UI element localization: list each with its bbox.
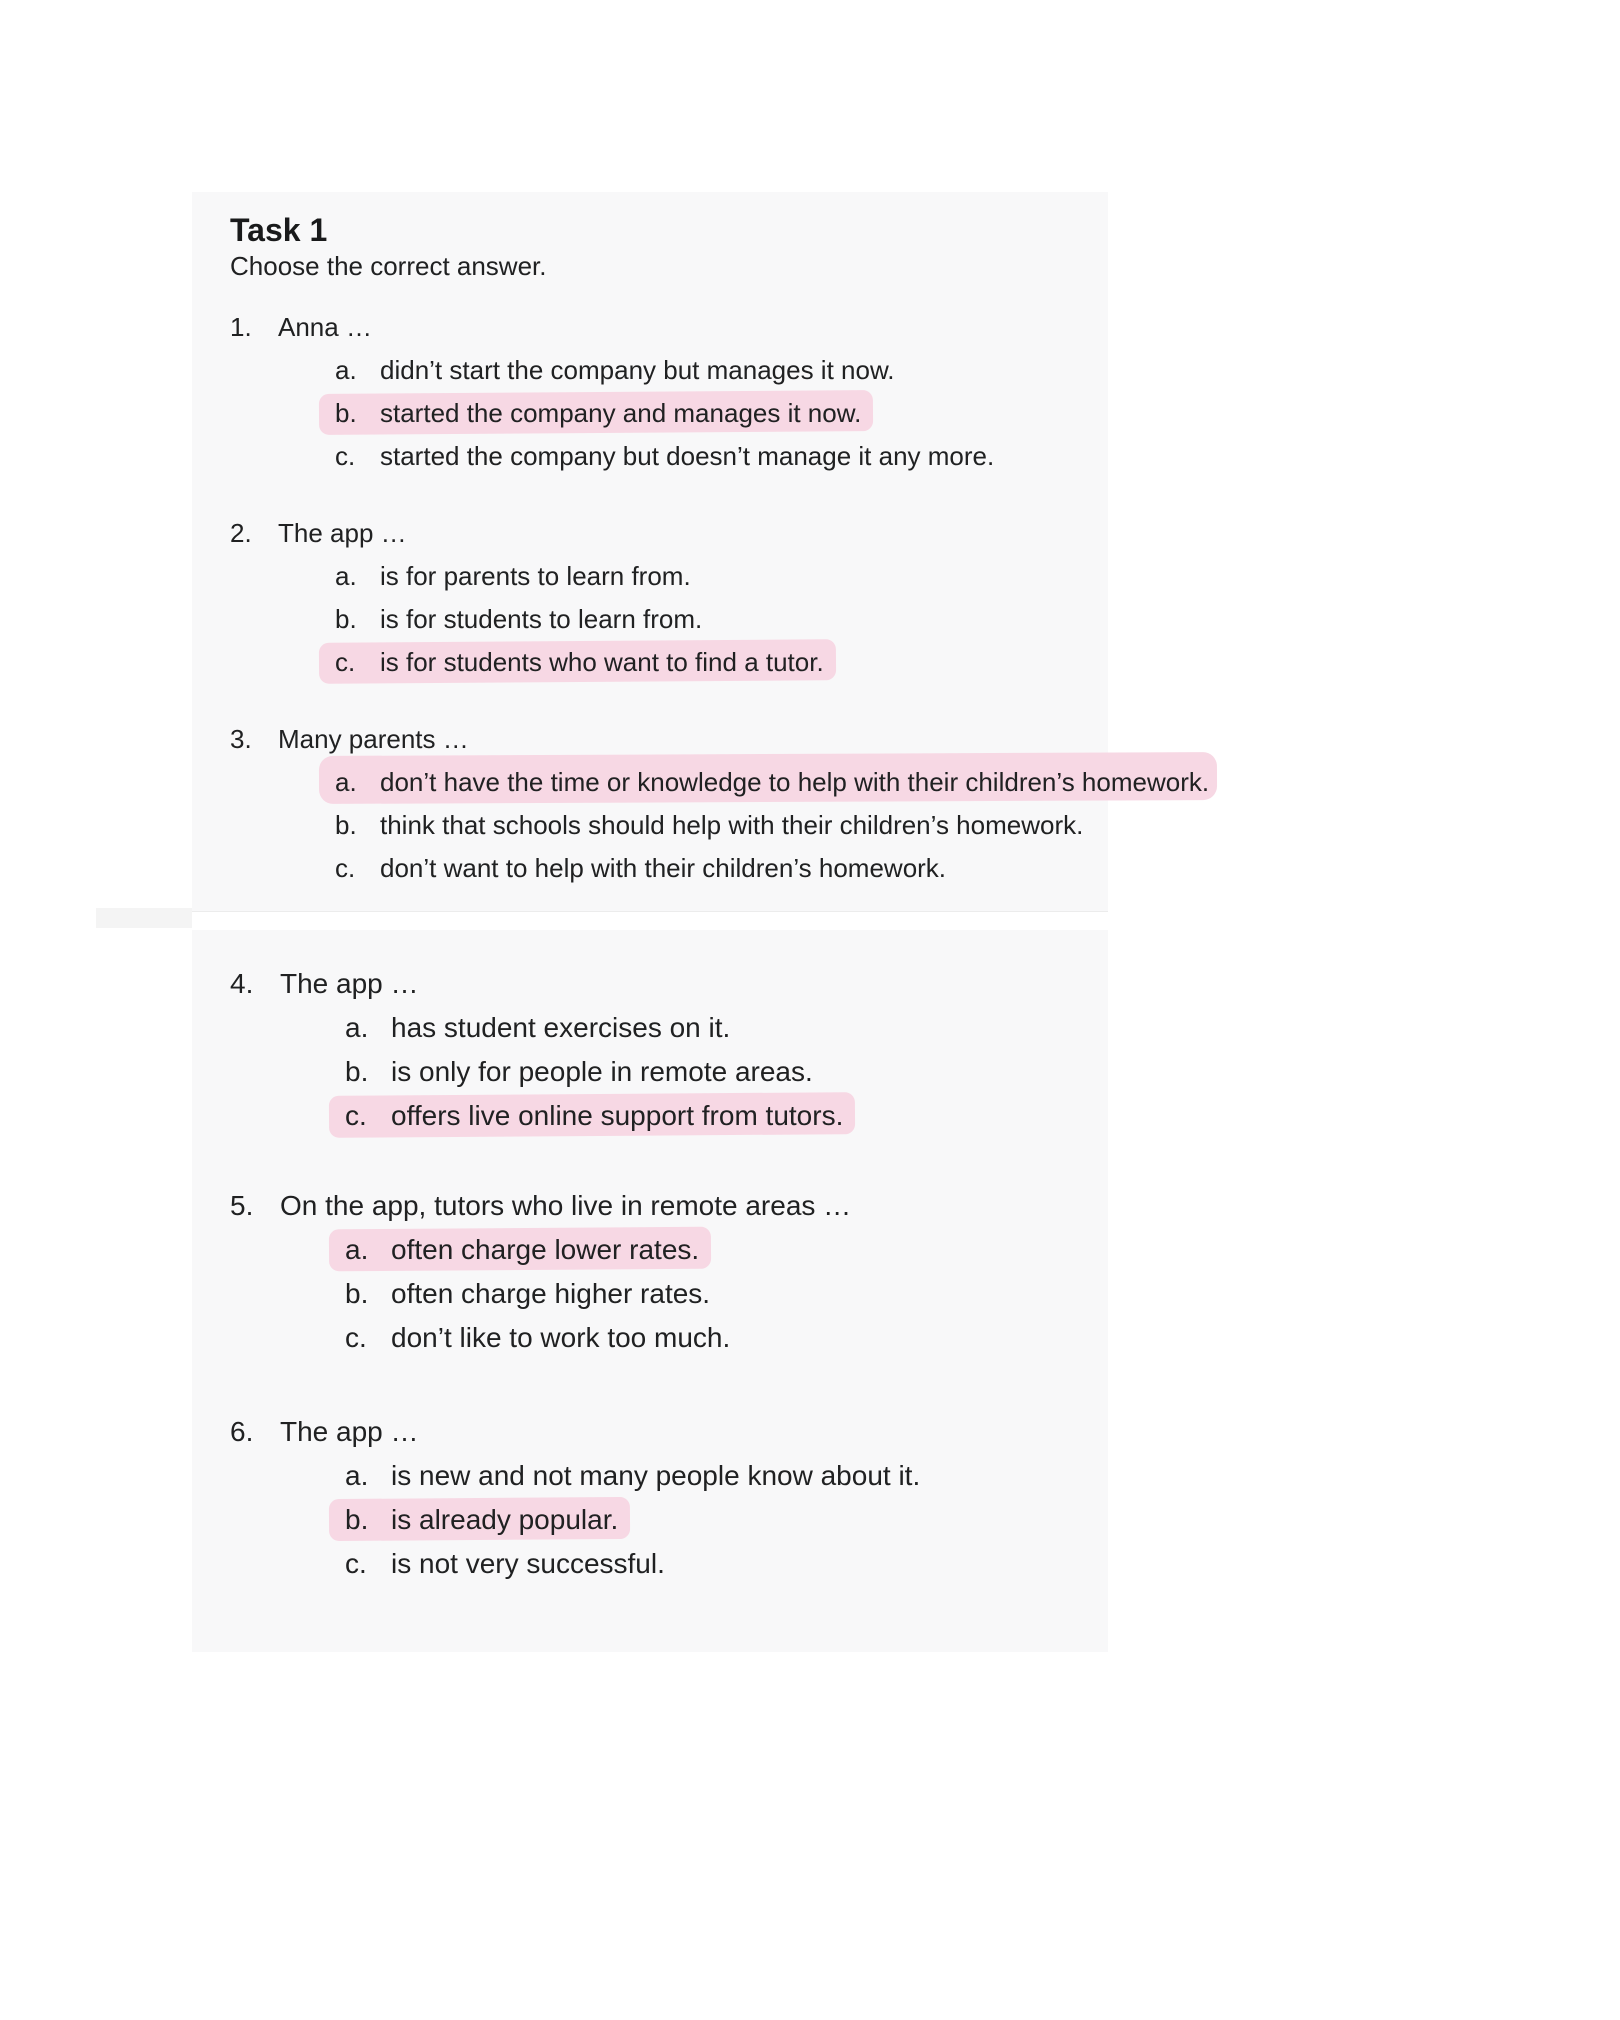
options-list — [230, 555, 1410, 684]
option-text: is already popular. — [391, 1504, 619, 1535]
questions-section-1 — [230, 200, 1410, 890]
question-number: 4. — [230, 968, 254, 999]
answer-option — [230, 1094, 1410, 1138]
answer-option — [230, 435, 1410, 478]
answer-option-content — [335, 435, 994, 478]
question — [230, 1410, 1410, 1586]
option-text: is new and not many people know about it. — [391, 1460, 921, 1491]
option-letter: b. — [335, 810, 357, 840]
answer-option-content — [345, 1228, 699, 1272]
option-text: often charge higher rates. — [391, 1278, 711, 1309]
option-text: is for students to learn from. — [380, 604, 703, 634]
question-stem: Many parents … — [278, 724, 469, 754]
option-text: don’t have the time or knowledge to help with their children’s homework. — [380, 767, 1210, 797]
answer-option — [230, 1272, 1410, 1316]
option-text: don’t want to help with their children’s homework. — [380, 853, 947, 883]
option-letter: b. — [345, 1056, 369, 1087]
option-letter: c. — [345, 1548, 367, 1579]
answer-option — [230, 1050, 1410, 1094]
answer-option-content — [335, 804, 1083, 847]
question-stem-line — [230, 1184, 1410, 1228]
option-letter: c. — [335, 647, 356, 677]
option-text: started the company and manages it now. — [380, 398, 862, 428]
option-letter: c. — [335, 853, 356, 883]
option-text: is only for people in remote areas. — [391, 1056, 813, 1087]
answer-option — [230, 1316, 1410, 1360]
question-stem-line — [230, 512, 1410, 555]
answer-option — [230, 349, 1410, 392]
question — [230, 1184, 1410, 1360]
question — [230, 718, 1410, 890]
option-text: has student exercises on it. — [391, 1012, 731, 1043]
question-list-1 — [230, 306, 1410, 890]
answer-option-content — [335, 392, 861, 435]
option-letter: b. — [335, 398, 357, 428]
option-letter: a. — [345, 1012, 369, 1043]
question-stem: Anna … — [278, 312, 372, 342]
question-stem-line — [230, 1410, 1410, 1454]
question-number: 1. — [230, 312, 252, 342]
answer-option — [230, 392, 1410, 435]
answer-option-content — [335, 847, 946, 890]
question-number: 5. — [230, 1190, 254, 1221]
question-list-2 — [230, 962, 1410, 1586]
answer-option — [230, 1006, 1410, 1050]
answer-option-content — [335, 761, 1209, 804]
answer-option-content — [345, 1316, 730, 1360]
answer-option-content — [335, 598, 702, 641]
option-letter: a. — [335, 767, 357, 797]
answer-option-content — [335, 555, 691, 598]
answer-option — [230, 1498, 1410, 1542]
question-stem: The app … — [278, 518, 407, 548]
option-text: started the company but doesn’t manage it any more. — [380, 441, 995, 471]
option-letter: a. — [345, 1234, 369, 1265]
answer-option-content — [345, 1006, 730, 1050]
question-number: 2. — [230, 518, 252, 548]
question-stem: On the app, tutors who live in remote areas … — [280, 1190, 852, 1221]
question — [230, 512, 1410, 684]
answer-option — [230, 847, 1410, 890]
question-number: 6. — [230, 1416, 254, 1447]
option-letter: b. — [345, 1278, 369, 1309]
question-stem-line — [230, 962, 1410, 1006]
answer-option — [230, 598, 1410, 641]
option-text: didn’t start the company but manages it now. — [380, 355, 895, 385]
questions-section-2 — [230, 962, 1410, 1586]
task-title: Task 1 — [230, 212, 328, 248]
question-stem: The app … — [280, 968, 419, 999]
option-letter: a. — [345, 1460, 369, 1491]
option-text: is for parents to learn from. — [380, 561, 691, 591]
answer-option — [230, 761, 1410, 804]
options-list — [230, 349, 1410, 478]
answer-option — [230, 555, 1410, 598]
options-list — [230, 1454, 1410, 1586]
option-text: is not very successful. — [391, 1548, 665, 1579]
answer-option-content — [345, 1094, 843, 1138]
answer-option-content — [345, 1454, 920, 1498]
task-instructions: Choose the correct answer. — [230, 251, 547, 281]
option-text: don’t like to work too much. — [391, 1322, 731, 1353]
answer-option — [230, 1542, 1410, 1586]
option-letter: b. — [345, 1504, 369, 1535]
options-list — [230, 1006, 1410, 1138]
option-letter: b. — [335, 604, 357, 634]
answer-option-content — [345, 1498, 618, 1542]
answer-option — [230, 1228, 1410, 1272]
screenshot-seam — [96, 908, 192, 928]
option-text: often charge lower rates. — [391, 1234, 700, 1265]
question-number: 3. — [230, 724, 252, 754]
option-letter: a. — [335, 561, 357, 591]
option-letter: c. — [345, 1100, 367, 1131]
option-text: offers live online support from tutors. — [391, 1100, 844, 1131]
answer-option-content — [345, 1272, 710, 1316]
options-list — [230, 1228, 1410, 1360]
option-text: is for students who want to find a tutor. — [380, 647, 824, 677]
answer-option-content — [335, 641, 824, 684]
answer-option — [230, 804, 1410, 847]
options-list — [230, 761, 1410, 890]
question — [230, 306, 1410, 478]
option-letter: c. — [335, 441, 356, 471]
option-letter: c. — [345, 1322, 367, 1353]
answer-option — [230, 641, 1410, 684]
question-stem: The app … — [280, 1416, 419, 1447]
answer-option-content — [345, 1050, 813, 1094]
question-stem-line — [230, 306, 1410, 349]
question — [230, 962, 1410, 1138]
answer-option — [230, 1454, 1410, 1498]
answer-option-content — [335, 349, 895, 392]
option-text: think that schools should help with their children’s homework. — [380, 810, 1084, 840]
answer-option-content — [345, 1542, 665, 1586]
option-letter: a. — [335, 355, 357, 385]
